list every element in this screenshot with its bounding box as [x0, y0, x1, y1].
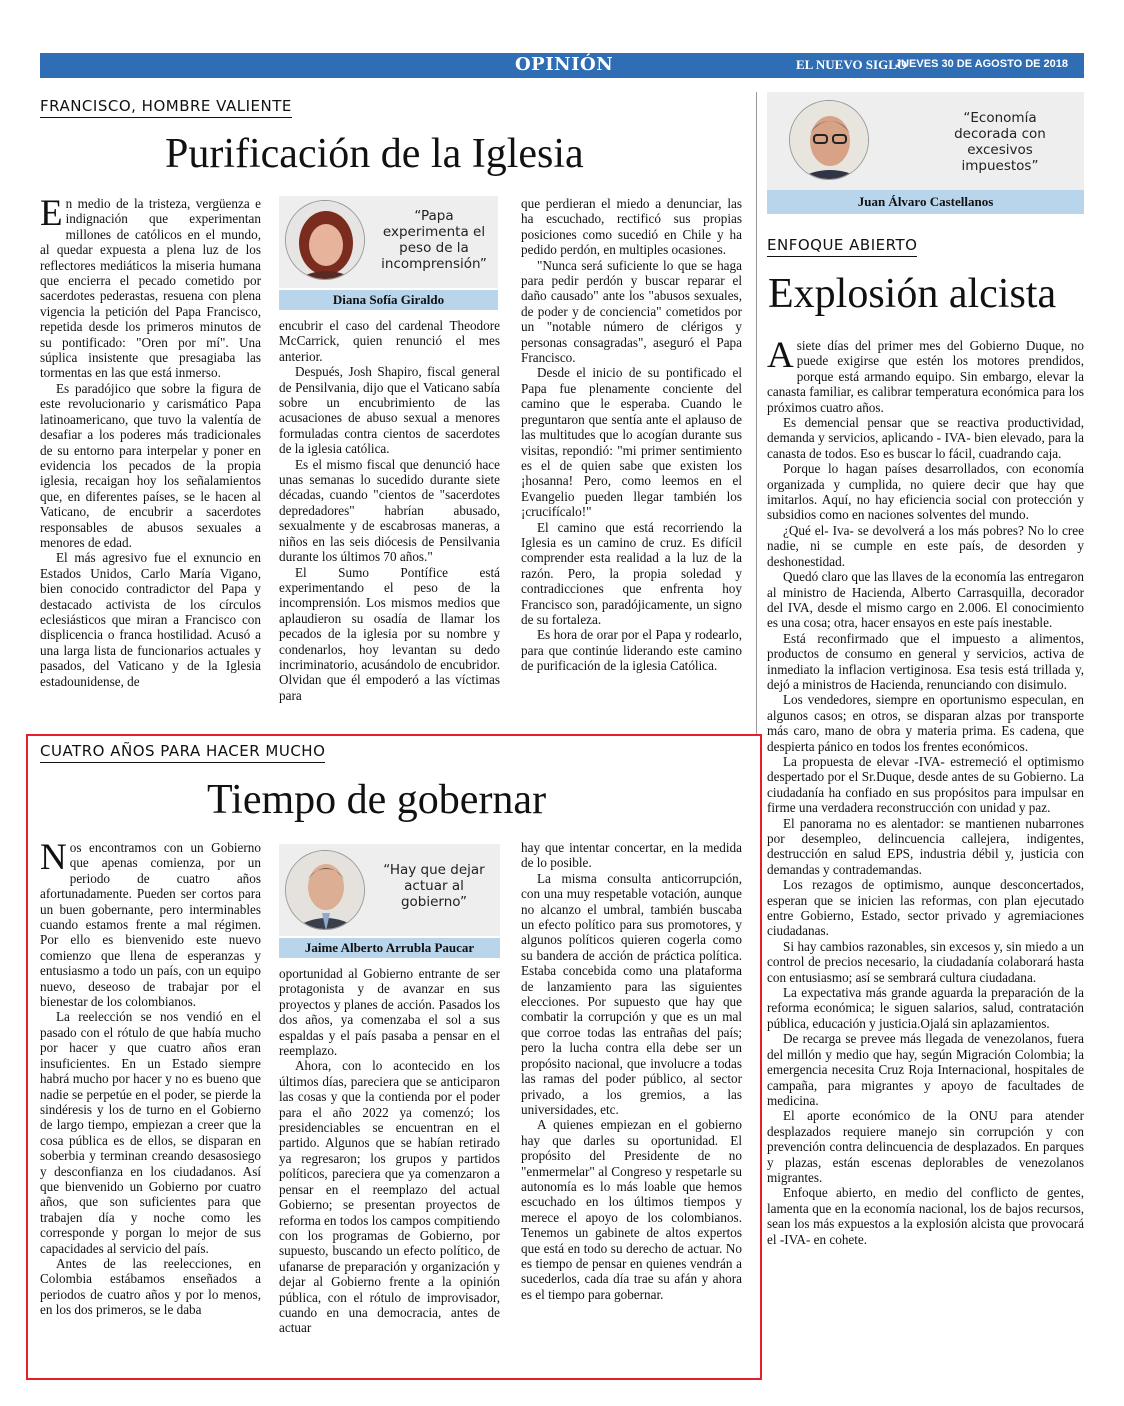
- paragraph: Es el mismo fiscal que denunció hace unas semanas lo sucedido durante siete décadas, cuando "cientos de "sacerdotes depredadores" habrían abusado, sexualmente y de escabrosas maneras, a niños en las seis diócesis de Pensilvania durante los últimos 70 años.": [279, 456, 500, 565]
- author-box-diana: [279, 196, 498, 310]
- article1-headline: Purificación de la Iglesia: [165, 131, 584, 177]
- paragraph: os encontramos con un Gobierno que apenas comienza, por un periodo de cuatro años afortunadamente. Pueden ser cortos para un buen gobernante, pero interminables cuando estamos frente a mal régimen. Por ello es bienvenido este nuevo comienzo que llena de esperanzas y entusiasmo a todo un país, con un equipo nuevo, deseoso de trabajar por el bienestar de los colombianos.: [40, 840, 261, 1010]
- paragraph: Los rezagos de optimismo, aunque desconcertados, esperan que se inicien las reformas, con plan ejecutado entre Gobierno, Estado, sector privado y agremiaciones ciudadanas.: [767, 877, 1084, 939]
- publication-date: JUEVES 30 DE AGOSTO DE 2018: [895, 58, 1069, 70]
- paragraph: Es hora de orar por el Papa y rodearlo, para que continúe liderando este camino de purificación de la iglesia Católica.: [521, 627, 742, 674]
- paragraph: El camino que está recorriendo la Iglesia es un camino de cruz. Es difícil comprender esta realidad a la luz de la razón. Pero, la propia soledad y contradicciones que enfrenta hoy Francisco son, paradójicamente, un signo de su fortaleza.: [521, 519, 742, 627]
- article1-column-2: [279, 318, 500, 721]
- article2-column-1: [40, 840, 261, 1365]
- paragraph: hay que intentar concertar, en la medida de lo posible.: [521, 840, 742, 871]
- paragraph: ¿Qué el- Iva- se devolverá a los más pobres? No lo cree nadie, ni se cumple en este país, de desorden y deshonestidad.: [767, 522, 1084, 569]
- paragraph: siete días del primer mes del Gobierno Duque, no puede exigirse que estén los motores prendidos, porque está armando equipo. Sin embargo, elevar la canasta familiar, es calibrar temperatura económica para los próximos cuatro años.: [767, 338, 1084, 415]
- article2-kicker: CUATRO AÑOS PARA HACER MUCHO: [40, 742, 325, 763]
- paragraph: La misma consulta anticorrupción, con una muy respetable votación, aunque no alcanzo el umbral, también buscaba un efecto político para sus promotores, y algunos políticos quieren cogerla como su bandera de acción de práctica política. Estaba concebida como una plataforma de lanzamiento para las siguientes elecciones. Por supuesto que hay que combatir la corrupción y que es un mal que corroe todas las entrañas del país; pero la lucha contra ella debe ser un propósito nacional, que involucre a todas las ramas del poder público, al sector privado, a los gremios, a las universidades, etc.: [521, 870, 742, 1117]
- pull-quote: “Papa experimenta el peso de la incomprensión”: [381, 208, 487, 272]
- article3-body: [767, 338, 1084, 1355]
- article1-kicker: FRANCISCO, HOMBRE VALIENTE: [40, 97, 292, 118]
- paragraph: encubrir el caso del cardenal Theodore McCarrick, quien renunció el mes anterior.: [279, 318, 500, 364]
- paragraph: Es paradójico que sobre la figura de este revolucionario y carismático Papa latinoamericano, que tuvo la valentía de desafiar a los poderes más tradicionales de su entorno para interpelar y poner en evidencia los pecados de la propia iglesia, recaigan hoy los señalamientos que, en diferentes países, se le hacen al Vaticano, de encubrir a sacerdotes responsables de abusos sexuales a menores de edad.: [40, 380, 261, 550]
- page-number: 9A: [1097, 53, 1122, 74]
- dropcap: A: [767, 338, 794, 376]
- author-photo-juan: [789, 100, 869, 180]
- paragraph: El Sumo Pontífice está experimentando el peso de la incomprensión. Los mismos medios que aplaudieron su osadía de llamar los pecados de la iglesia por su nombre y condenarlos, hoy levantan su dedo incriminatorio, acusándolo de encubridor. Olvidan que él empoderó a las víctimas para: [279, 564, 500, 703]
- paragraph: Desde el inicio de su pontificado el Papa fue plenamente conciente del camino que le esperaba. Cuando le preguntaron que sentía ante el aplauso de las multitudes que lo acogían durante sus visitas, repondió: "mi primer sentimiento es el de quien sabe que existen los ¡hosanna! Pero, como leemos en el Evangelio pueden llegar también los ¡crucifícalo!": [521, 365, 742, 520]
- article2-headline: Tiempo de gobernar: [207, 777, 547, 823]
- paragraph: El panorama no es alentador: se mantienen nubarrones por desempleo, delincuencia callejera, indigentes, destrucción en salud EPS, industria débil y, justicia con demandas y contrademandas.: [767, 815, 1084, 877]
- paragraph: A quienes empiezan en el gobierno hay que darles su oportunidad. El propósito del Presidente de no "enmermelar" al Congreso y respetarle su autonomía es lo más loable que hemos escuchado en los últimos tiempos y merece el apoyo de los colombianos. Tenemos un gabinete de altos expertos que está en todo su derecho de actuar. No es tiempo de pensar en quienes vendrán a sucederlos, cada día trae su afán y ahora es el tiempo para gobernar.: [521, 1117, 742, 1302]
- author-name: Juan Álvaro Castellanos: [767, 190, 1084, 214]
- paragraph: Antes de las reelecciones, en Colombia estábamos enseñados a periodos de cuatro años y por lo menos, en los dos primeros, se le daba: [40, 1255, 261, 1318]
- paragraph: Después, Josh Shapiro, fiscal general de Pensilvania, dijo que el Vaticano sabía sobre un encubrimiento de las acusaciones de abuso sexual a menores formuladas contra cientos de sacerdotes de la iglesia católica.: [279, 364, 500, 457]
- pull-quote: “Hay que dejar actuar al gobierno”: [383, 862, 485, 910]
- column-divider: [756, 92, 757, 734]
- paragraph: "Nunca será suficiente lo que se haga para pedir perdón y buscar reparar el daño causado" ante los "abusos sexuales, de poder y de conciencia" cometidos por un "notable número de clérigos y personas consagradas", aseguró el Papa Francisco.: [521, 257, 742, 366]
- author-photo-jaime: [285, 850, 365, 930]
- paragraph: Los vendedores, siempre en oportunismo especulan, en algunos casos; en otros, se disparan alzas por transporte más caro, mano de obra y materia prima. Es cadena, que despierta pánico en todos los frentes económicos.: [767, 692, 1084, 754]
- author-name: Jaime Alberto Arrubla Paucar: [279, 938, 500, 958]
- paragraph: La expectativa más grande aguarda la preparación de la reforma económica; le siguen salarios, salud, contratación pública, educación y justicia.Ojalá sin aplazamientos.: [767, 985, 1084, 1031]
- article3-headline: Explosión alcista: [768, 271, 1057, 317]
- dropcap: E: [40, 196, 63, 234]
- section-header-bar: [40, 53, 1122, 78]
- article2-column-2: [279, 966, 500, 1365]
- article2-column-3: [521, 840, 742, 1365]
- paragraph: Enfoque abierto, en medio del conflicto de gentes, lamenta que en la economía nacional, los de bajos recursos, sean los más expuestos a la explosión alcista que provocará el -IVA- en cohete.: [767, 1185, 1084, 1247]
- paragraph: La reelección se nos vendió en el pasado con el rótulo de que había mucho por hacer y que cuatro años eran insuficientes. En un Estado siempre habrá mucho por hacer y no es bueno que nadie se perpetúe en el poder, se pierde la sindéresis y los de turno en el Gobierno de largo tiempo, empiezan a creer que la cosa pública es de ellos, se disparan en soberbia y terminan creando desasosiego y desconfianza en los ciudadanos. Así que bienvenido un Gobierno por cuatro años, que son suficientes para que trabajen día y noche como les corresponde y porgan lo mejor de sus capacidades al servicio del país.: [40, 1009, 261, 1256]
- newspaper-name: EL NUEVO SIGLO: [796, 57, 907, 72]
- author-photo-diana: [285, 200, 365, 280]
- paragraph: Si hay cambios razonables, sin excesos y, sin miedo a un control de precios necesario, la ciudadanía colaborará hasta con entusiasmo; así se sembrará cultura ciudadana.: [767, 938, 1084, 985]
- article1-column-3: [521, 196, 742, 721]
- author-name: Diana Sofía Giraldo: [279, 290, 498, 310]
- pull-quote: “Economía decorada con excesivos impuestos”: [954, 110, 1046, 174]
- portrait-icon: [286, 851, 365, 930]
- paragraph: Porque lo hagan países desarrollados, con economía organizada y cumplida, no quiere decir que hay que imitarlos. Aquí, no hay eficiencia social con protección y subsidios como en naciones solventes del mundo.: [767, 461, 1084, 523]
- author-box-juan: [767, 92, 1084, 214]
- portrait-icon: [790, 101, 869, 180]
- paragraph: El más agresivo fue el exnuncio en Estados Unidos, Carlo María Vigano, bien conocido contradictor del Papa y destacado activista de los círculos eclesiásticos que miran a Francisco con displicencia o franca hostilidad. Acusó a una larga lista de funcionarios actuales y pasados, del Vaticano y de la Iglesia estadounidense, de: [40, 550, 261, 689]
- paragraph: oportunidad al Gobierno entrante de ser protagonista y de avanzar en sus proyectos y planes de acción. Pasados los dos años, ya comenzaba el sol a sus espaldas y el país pasaba a pensar en el reemplazo.: [279, 966, 500, 1059]
- author-box-jaime: [279, 844, 500, 958]
- paragraph: Está reconfirmado que el impuesto a alimentos, productos de consumo en general y servicios, activa de inmediato la inflacion vertiginosa. Esa tesis está trillada y, dejó a ministros de Hacienda, renunciando con disimulo.: [767, 630, 1084, 692]
- paragraph: Quedó claro que las llaves de la economía las entregaron al ministro de Hacienda, Alberto Carrasquilla, decorador del IVA, desde el mismo cargo en 2.006. El conocimiento es una cosa; otra, hacer ensayos en este país inestable.: [767, 569, 1084, 631]
- paragraph: que perdieran el miedo a denunciar, las ha escuchado, rectificó sus propias posiciones como sucedió en Chile y ha pedido perdón, en multiples ocasiones.: [521, 196, 742, 258]
- portrait-icon: [286, 201, 365, 280]
- paragraph: El aporte económico de la ONU para atender desplazados requiere manejo sin corrupción y con prevención contra delincuencia de desplazados. En parques y plazas, están escenas deplorables de venezolanos migrantes.: [767, 1108, 1084, 1185]
- section-title: OPINIÓN: [515, 54, 614, 75]
- paragraph: Ahora, con lo acontecido en los últimos días, pareciera que se anticiparon las cosas y que la contienda por el poder para el año 2022 ya comenzó; los presidenciables se encuentran en el partido. Algunos que se habían retirado ya regresaron; los grupos y partidos políticos, pareciera que ya comenzaron a pensar en el reemplazo del actual Gobierno; se presentan proyectos de reforma en todos los campos compitiendo con los programas de Gobierno, por supuesto, buscando un efecto político, de ufanarse de preparación y organización y dejar al Gobierno frente a la opinión pública, con el rótulo de improvisador, cuando en una democracia, antes de actuar: [279, 1058, 500, 1336]
- paragraph: De recarga se prevee más llegada de venezolanos, fuera del millón y medio que hay, según Migración Colombia; la emergencia necesita Cruz Roja Internacional, hospitales de campaña, para migrantes y apoyo de facultades de medicina.: [767, 1031, 1084, 1108]
- paragraph: n medio de la tristeza, vergüenza e indignación que experimentan millones de católicos en el mundo, al quedar expuesta a plena luz de los reflectores mediáticos la miseria humana que encierra el pecado cometido por sacerdotes pederastas, resuena con plena vigencia la petición del Papa Francisco, repetida desde los primeros minutos de su pontificado: "Oren por mí". Una súplica insistente que presagiaba las tormentas en las que está inmerso.: [40, 196, 261, 381]
- article3-kicker: ENFOQUE ABIERTO: [767, 236, 917, 257]
- paragraph: Es demencial pensar que se reactiva productividad, demanda y servicios, aplicando - IVA- bien elevado, para la canasta de todos. Eso es buscar lo fácil, cuadrando caja.: [767, 415, 1084, 461]
- article1-column-1: [40, 196, 261, 721]
- dropcap: N: [40, 840, 67, 878]
- paragraph: La propuesta de elevar -IVA- estremeció el optimismo despertado por el Sr.Duque, desde antes de su Gobierno. La ciudadanía ha confiado en sus propósitos para impulsar en firme una verdadera reconstrucción con unidad y paz.: [767, 753, 1084, 816]
